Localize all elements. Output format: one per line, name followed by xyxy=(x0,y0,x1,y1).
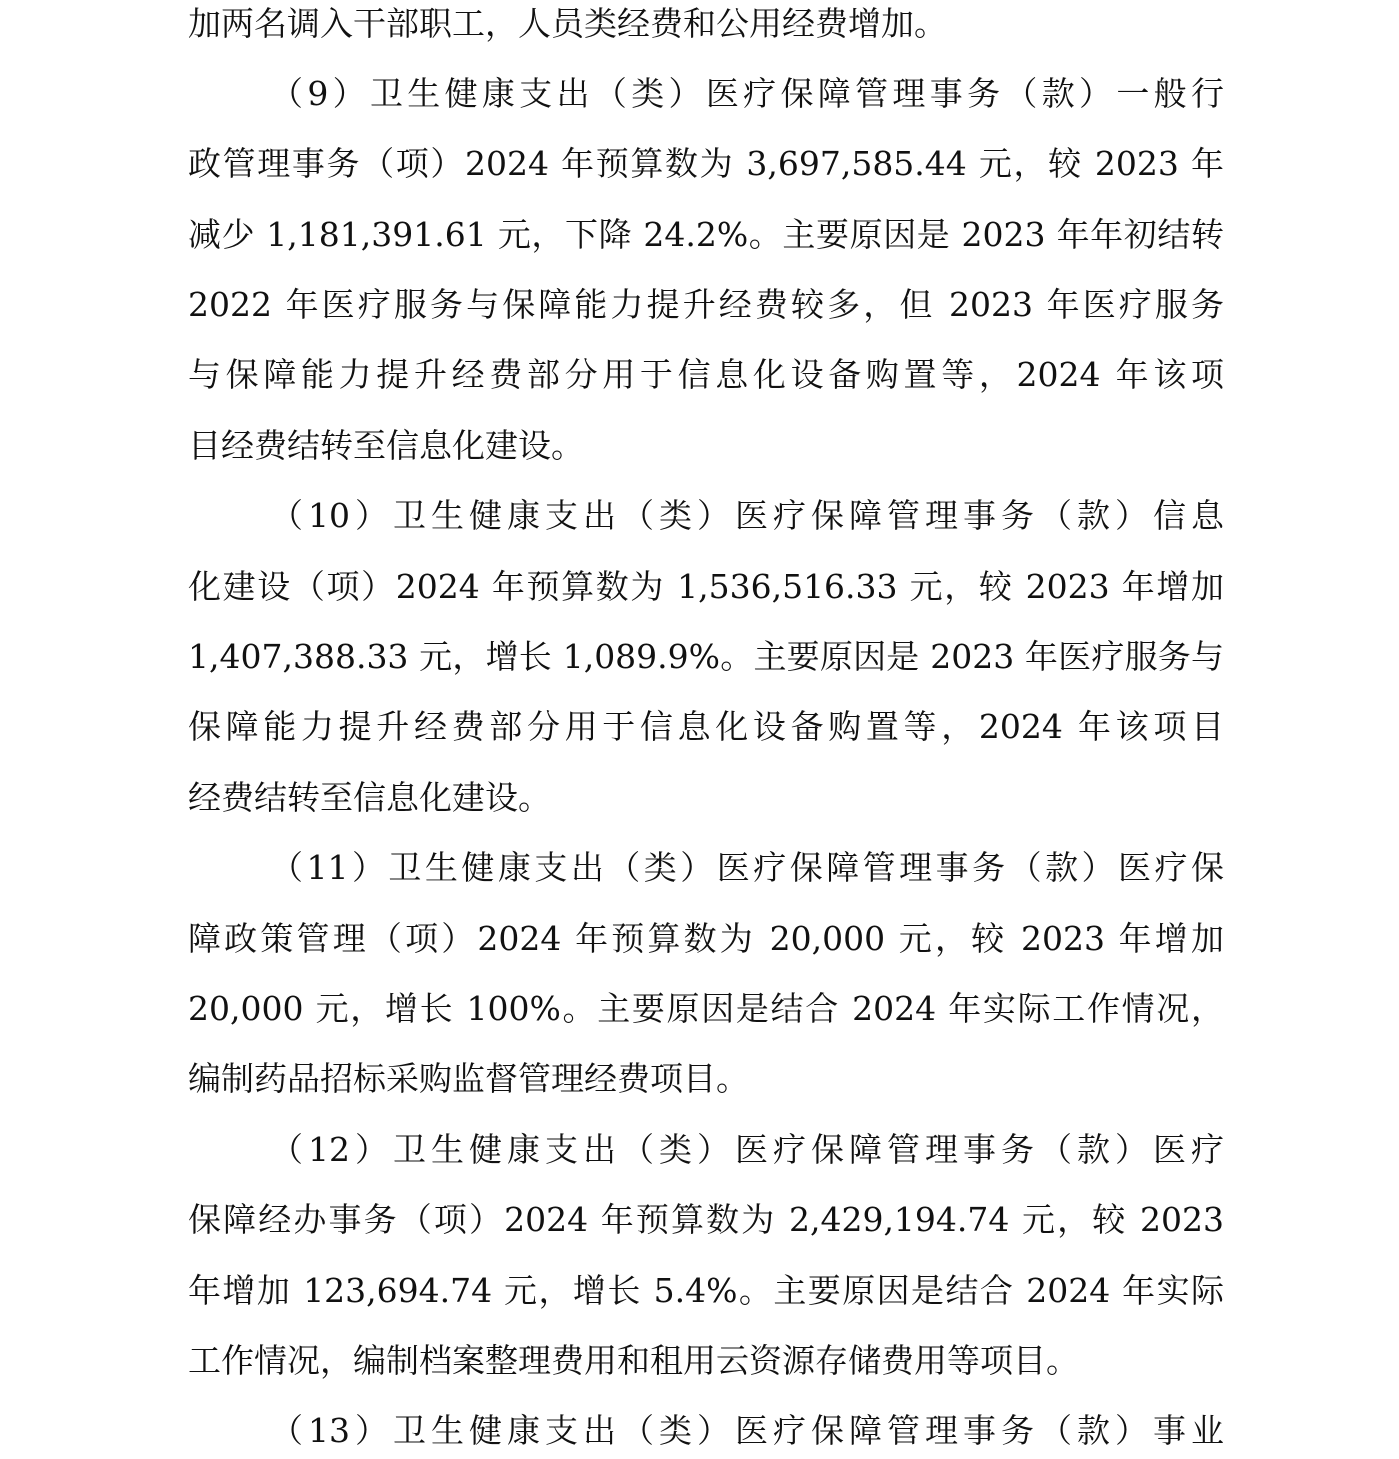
text-line: 与保障能力提升经费部分用于信息化设备购置等，2024 年该项 xyxy=(188,355,1224,394)
text-line: 障政策管理（项）2024 年预算数为 20,000 元，较 2023 年增加 xyxy=(188,919,1224,958)
text-line: 保障经办事务（项）2024 年预算数为 2,429,194.74 元，较 2023 xyxy=(188,1200,1224,1239)
text-line: 20,000 元，增长 100%。主要原因是结合 2024 年实际工作情况， xyxy=(188,989,1224,1028)
text-line: 经费结转至信息化建设。 xyxy=(188,778,551,817)
paragraph-13-first-line: （13）卫生健康支出（类）医疗保障管理事务（款）事业 xyxy=(270,1411,1224,1450)
text-line: 1,407,388.33 元，增长 1,089.9%。主要原因是 2023 年医疗服务与 xyxy=(188,637,1224,676)
paragraph-12-first-line: （12）卫生健康支出（类）医疗保障管理事务（款）医疗 xyxy=(270,1130,1224,1169)
text-line: 化建设（项）2024 年预算数为 1,536,516.33 元，较 2023 年增加 xyxy=(188,567,1224,606)
paragraph-10-first-line: （10）卫生健康支出（类）医疗保障管理事务（款）信息 xyxy=(270,496,1224,535)
paragraph-9-first-line: （9）卫生健康支出（类）医疗保障管理事务（款）一般行 xyxy=(270,74,1224,113)
text-line: 减少 1,181,391.61 元，下降 24.2%。主要原因是 2023 年年初结转 xyxy=(188,215,1224,254)
paragraph-11-first-line: （11）卫生健康支出（类）医疗保障管理事务（款）医疗保 xyxy=(270,848,1224,887)
text-line: 加两名调入干部职工，人员类经费和公用经费增加。 xyxy=(188,4,947,43)
text-line: 年增加 123,694.74 元，增长 5.4%。主要原因是结合 2024 年实际 xyxy=(188,1271,1224,1310)
text-line: 工作情况，编制档案整理费用和租用云资源存储费用等项目。 xyxy=(188,1341,1079,1380)
text-line: 目经费结转至信息化建设。 xyxy=(188,426,584,465)
text-line: 保障能力提升经费部分用于信息化设备购置等，2024 年该项目 xyxy=(188,707,1224,746)
text-line: 2022 年医疗服务与保障能力提升经费较多，但 2023 年医疗服务 xyxy=(188,285,1224,324)
text-line: 编制药品招标采购监督管理经费项目。 xyxy=(188,1059,749,1098)
text-line: 政管理事务（项）2024 年预算数为 3,697,585.44 元，较 2023 年 xyxy=(188,144,1224,183)
